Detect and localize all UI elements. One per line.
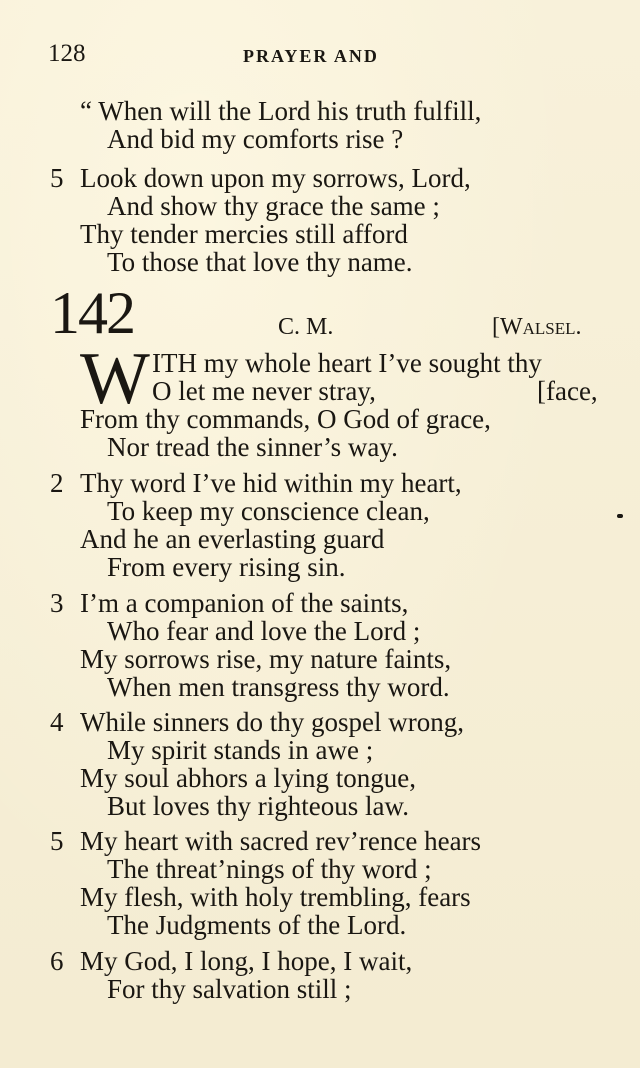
verse-line: My God, I long, I hope, I wait,	[80, 946, 413, 976]
stanza-number: 4	[50, 707, 64, 737]
verse-line: And show thy grace the same ;	[107, 191, 440, 221]
running-head: PRAYER AND	[243, 46, 379, 66]
verse-line: To keep my conscience clean,	[107, 496, 430, 526]
verse-line: Look down upon my sorrows, Lord,	[80, 163, 471, 193]
verse-line: To those that love thy name.	[107, 247, 413, 277]
verse-line: “ When will the Lord his truth fulfill,	[80, 96, 482, 126]
verse-line: My soul abhors a lying tongue,	[80, 763, 416, 793]
verse-line: While sinners do thy gospel wrong,	[80, 707, 464, 737]
verse-line: Thy word I’ve hid within my heart,	[80, 468, 462, 498]
verse-line: When men transgress thy word.	[107, 672, 450, 702]
verse-line: I’m a companion of the saints,	[80, 588, 409, 618]
verse-line-overflow: [face,	[537, 376, 598, 406]
page-header	[0, 40, 640, 72]
verse-line: My spirit stands in awe ;	[107, 735, 374, 765]
verse-line: Nor tread the sinner’s way.	[107, 432, 398, 462]
verse-line: Who fear and love the Lord ;	[107, 616, 421, 646]
verse-line: The threat’nings of thy word ;	[107, 854, 432, 884]
verse-line: The Judgments of the Lord.	[107, 910, 407, 940]
verse-line: And he an everlasting guard	[80, 524, 385, 554]
verse-line: My flesh, with holy trembling, fears	[80, 882, 471, 912]
hymn-tune-name: [Walsel.	[492, 314, 582, 340]
stanza-number: 6	[50, 946, 64, 976]
stanza-number: 5	[50, 826, 64, 856]
hymn-meter: C. M.	[278, 314, 334, 340]
verse-line: For thy salvation still ;	[107, 974, 352, 1004]
verse-line: ITH my whole heart I’ve sought thy	[152, 348, 542, 378]
verse-line: Thy tender mercies still afford	[80, 219, 408, 249]
stanza-number: 5	[50, 163, 64, 193]
verse-line: From every rising sin.	[107, 552, 346, 582]
stanza-number: 3	[50, 588, 64, 618]
verse-line: O let me never stray,	[152, 376, 376, 406]
ink-speck	[617, 514, 623, 518]
verse-line: But loves thy righteous law.	[107, 791, 409, 821]
hymn-number: 142	[50, 280, 134, 346]
verse-line: And bid my comforts rise ?	[107, 124, 404, 154]
verse-line: From thy commands, O God of grace,	[80, 404, 491, 434]
page-number: 128	[48, 40, 86, 67]
verse-line: My heart with sacred rev’rence hears	[80, 826, 482, 856]
verse-line: My sorrows rise, my nature faints,	[80, 644, 452, 674]
drop-cap: W	[80, 338, 150, 420]
stanza-number: 2	[50, 468, 64, 498]
